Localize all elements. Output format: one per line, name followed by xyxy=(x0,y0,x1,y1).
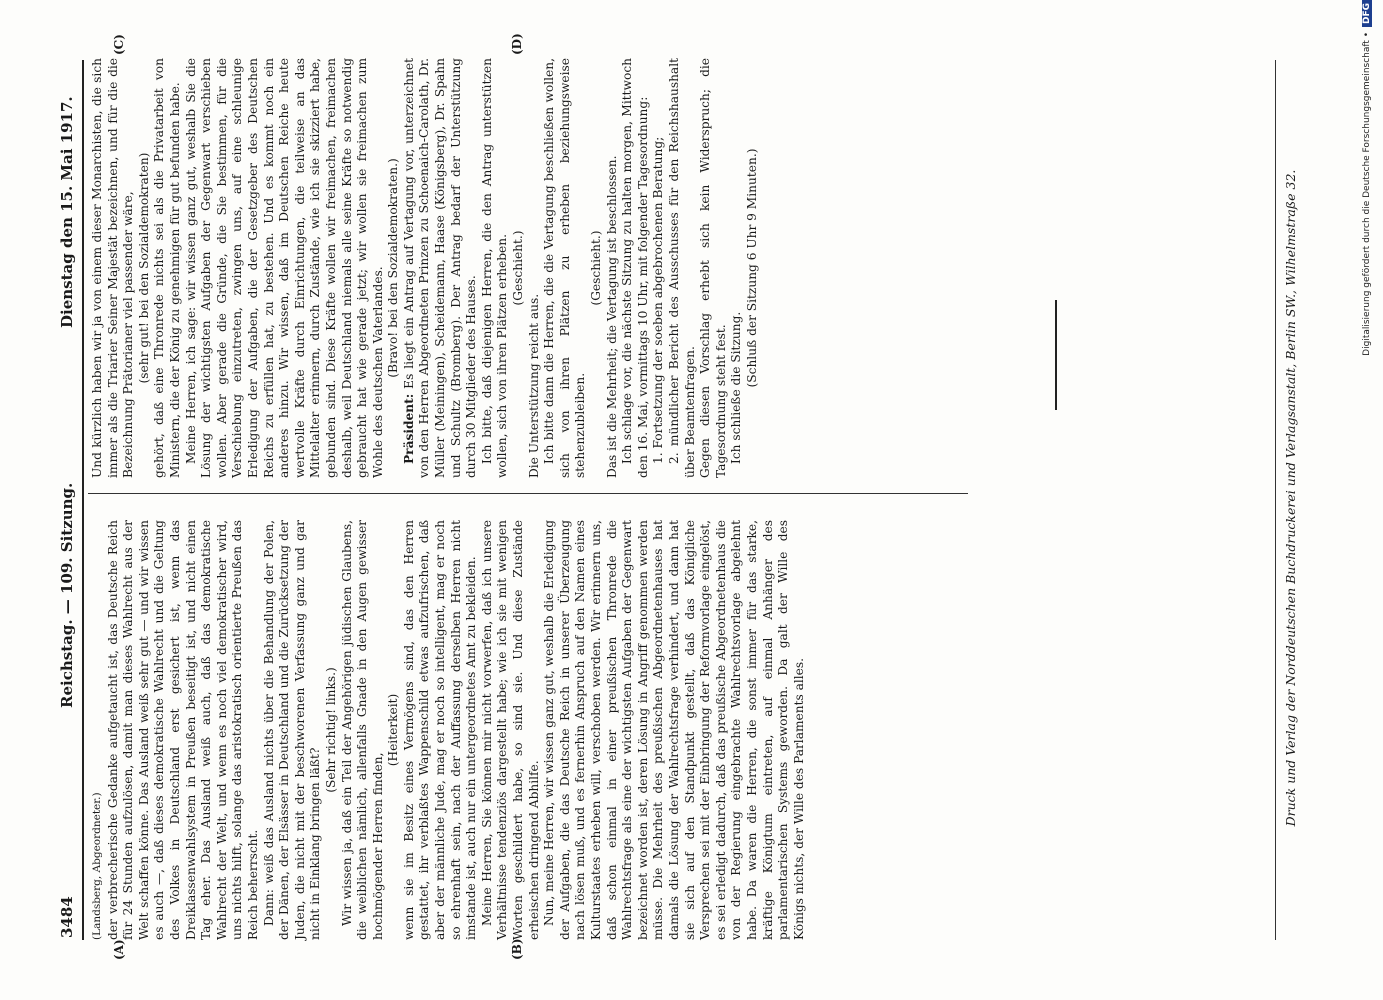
interjection: (Geschieht.) xyxy=(511,230,526,306)
speaker-tag: (Landsberg, Abgeordneter.) xyxy=(91,792,103,940)
paragraph: Ich bitte, daß diejenigen Herren, die den Antrag unterstützen wollen, sich von ihren Plätzen erheben. xyxy=(479,58,510,478)
digitization-text: Digitalisierung gefördert durch die Deutsche Forschungsgemeinschaft • xyxy=(1362,31,1372,356)
page-number: 3484 xyxy=(58,896,76,938)
margin-mark-a: (A) xyxy=(112,939,126,960)
header-date: Dienstag den 15. Mai 1917. xyxy=(58,96,76,328)
imprint-footer: Druck und Verlag der Norddeutschen Buchdruckerei und Verlagsanstalt, Berlin SW., Wilhelmstraße 32. xyxy=(1283,169,1298,827)
paragraph: der verbrecherische Gedanke aufgetaucht ist, das Deutsche Reich für 24 Stunden aufzulösen, damit man dieses Wahlrecht aus der Welt schaffen könne. Das Ausland weiß sehr gut — und wir wissen es auch —, daß dieses demokratische Wahlrecht und die Geltung des Volkes in Deutschland erst gesichert ist, wenn das Dreiklassenwahlsystem in Preußen beseitigt ist, und nicht einen Tag eher. Das Ausland weiß auch, daß das demokratische Wahlrecht der Welt, und wenn es noch viel demokratischer wird, uns nichts hilft, solange das aristokratisch orientierte Preußen das Reich beherrscht. xyxy=(105,520,260,940)
president-text: Es liegt ein Antrag auf Vertagung vor, unterzeichnet von den Herren Abgeordneten Prinzen zu Schoenaich-Carolath, Dr. Müller (Meiningen), Scheidemann, Haase (Königsberg), Dr. Spahn und Schultz (Bromberg). Der Antrag bedarf der Unterstützung durch 30 Mitglieder des Hauses. xyxy=(401,57,479,478)
margin-mark-b: (B) xyxy=(510,938,524,960)
end-rule xyxy=(1055,300,1057,410)
paragraph: Meine Herren, ich sage: wir wissen ganz gut, weshalb Sie die Lösung der wichtigsten Aufgaben der Gegenwart verschieben wollen. Aber gerade die Gründe, die Sie bestimmen, für die Verschiebung einzutreten, zwingen uns, auf eine schleunige Erledigung der Aufgaben, die der Gesetzgeber des Deutschen Reichs zu erfüllen hat, zu bestehen. Und es kommt noch ein anderes hinzu. Wir wissen, daß im Deutschen Reiche heute wertvolle Kräfte durch Einrichtungen, die teilweise an das Mittelalter erinnern, durch Zustände, wie ich sie skizziert habe, gebunden sind. Diese Kräfte wollen wir freimachen, freimachen deshalb, weil Deutschland niemals alle seine Kräfte so notwendig gebraucht hat wie gerade jetzt; wir wollen sie freimachen zum Wohle des deutschen Vaterlandes. xyxy=(183,58,385,478)
right-column xyxy=(90,58,761,478)
column-divider xyxy=(88,493,968,494)
paragraph: Ich schlage vor, die nächste Sitzung zu halten morgen, Mittwoch den 16. Mai, vormittags 10 Uhr, mit folgender Tagesordnung: xyxy=(620,58,650,478)
interjection: (Geschieht.) xyxy=(589,230,603,306)
paragraph: Die Unterstützung reicht aus. xyxy=(526,293,541,478)
paragraph: gehört, daß eine Thronrede nichts sei als die Privatarbeit von Ministern, die der König zu genehmigen für gut befunden habe. xyxy=(152,58,182,478)
interjection: (Sehr richtig! links.) xyxy=(323,667,338,793)
president-label: Präsident: xyxy=(401,393,416,464)
paragraph: Das ist die Mehrheit; die Vertagung ist beschlossen. xyxy=(604,155,619,478)
running-header xyxy=(58,68,80,938)
left-column xyxy=(90,520,807,940)
margin-mark-c: (C) xyxy=(112,34,126,55)
footer-rule xyxy=(1275,60,1276,940)
paragraph: wenn sie im Besitz eines Vermögens sind, das den Herren gestattet, ihr verblaßtes Wappenschild etwas aufzufrischen, daß aber der männliche Jude, mag er noch so intelligent, mag er noch so ehrenhaft sein, nach der Auffassung derselben Herren nicht imstande ist, auch nur ein untergeordnetes Amt zu bekleiden. xyxy=(401,520,479,940)
paragraph: Ich bitte dann die Herren, die die Vertagung beschließen wollen, sich von ihren Plätzen zu erheben beziehungsweise stehenzubleiben. xyxy=(542,58,588,478)
interjection: (sehr gut! bei den Sozialdemokraten) xyxy=(136,152,151,384)
dfg-logo: DFG xyxy=(1362,0,1372,27)
interjection: (Heiterkeit) xyxy=(386,693,401,767)
digitization-note xyxy=(1362,0,1378,960)
session-end-note: (Schluß der Sitzung 6 Uhr 9 Minuten.) xyxy=(744,148,759,388)
agenda-item: 2. mündlicher Bericht des Ausschusses für den Reichshaushalt über Beamtenfragen. xyxy=(666,58,697,478)
president-paragraph xyxy=(402,58,480,478)
interjection: (Bravo! bei den Sozialdemokraten.) xyxy=(386,158,401,378)
paragraph: Gegen diesen Vorschlag erhebt sich kein Widerspruch; die Tagesordnung steht fest. xyxy=(698,58,728,478)
header-rule xyxy=(82,60,84,940)
paragraph: Wir wissen ja, daß ein Teil der Angehörigen jüdischen Glaubens, die weiblichen nämlich, allenfalls Gnade in den Augen gewisser hochmögender Herren finden, xyxy=(339,520,385,940)
paragraph: Meine Herren, Sie können mir nicht vorwerfen, daß ich unsere Verhältnisse tendenziös dargestellt habe; wie ich sie mit wenigen Worten geschildert habe, so sind sie. Und diese Zustände erheischen dringend Abhilfe. xyxy=(479,520,541,940)
paragraph: Dann: weiß das Ausland nichts über die Behandlung der Polen, der Dänen, der Elsässer in Deutschland und die Zurücksetzung der Juden, die nicht mit der beschworenen Verfassung ganz und gar nicht in Einklang bringen läßt? xyxy=(261,520,323,940)
paragraph: Und kürzlich haben wir ja von einem dieser Monarchisten, die sich immer als die Triarier Seiner Majestät bezeichnen, und für die die Bezeichnung Prätorianer viel passender wäre, xyxy=(90,58,136,478)
margin-mark-d: (D) xyxy=(510,33,524,55)
header-title: Reichstag. — 109. Sitzung. xyxy=(58,482,76,708)
paragraph: Ich schließe die Sitzung. xyxy=(729,311,744,464)
agenda-item: 1. Fortsetzung der soeben abgebrochenen Beratung; xyxy=(651,136,666,464)
paragraph: Nun, meine Herren, wir wissen ganz gut, weshalb die Erledigung der Aufgaben, die das Deutsche Reich in unserer Überzeugung nach lösen muß, und es fernerhin Anspruch auf den Namen eines Kulturstaates erheben will, verschoben werden. Wir erinnern uns, daß schon einmal in einer preußischen Thronrede die Wahlrechtsfrage als eine der wichtigsten Aufgaben der Gegenwart bezeichnet worden ist, deren Lösung in Angriff genommen werden müsse. Die Mehrheit des preußischen Abgeordnetenhauses hat damals die Lösung der Wahlrechtsfrage verhindert, und dann hat sie sich auf den Standpunkt gestellt, daß das Königliche Versprechen sei mit der Einbringung der Reformvorlage eingelöst, es sei erledigt dadurch, daß das preußische Abgeordnetenhaus die von der Regierung eingebrachte Wahlrechtsvorlage abgelehnt habe. Da waren die Herren, die sonst immer für das starke, kräftige Königtum eintreten, auf einmal Anhänger des parlamentarischen Systems geworden. Da galt der Wille des Königs nichts, der Wille des Parlaments alles. xyxy=(542,520,806,940)
